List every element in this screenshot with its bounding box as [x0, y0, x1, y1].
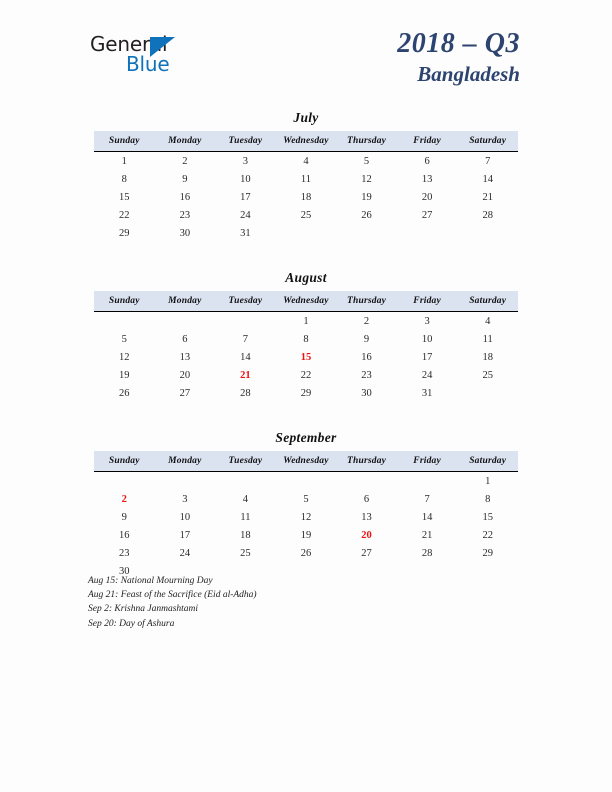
day-cell[interactable]: 23 — [179, 209, 191, 221]
day-cell[interactable]: 14 — [421, 511, 433, 523]
day-cell[interactable]: 26 — [300, 547, 312, 559]
day-cell-empty — [215, 312, 276, 331]
day-cell[interactable]: 10 — [179, 511, 191, 523]
day-cell-empty — [94, 312, 155, 331]
day-cell[interactable]: 16 — [119, 529, 130, 541]
day-cell[interactable]: 19 — [119, 369, 130, 381]
day-cell[interactable]: 20 — [179, 369, 191, 381]
weekday-header-tuesday: Tuesday — [215, 131, 276, 152]
week-row — [94, 508, 518, 526]
week-row — [94, 490, 518, 508]
week-row — [94, 526, 518, 544]
day-cell[interactable]: 14 — [240, 351, 251, 363]
day-cell-empty — [397, 472, 458, 491]
day-cell[interactable]: 16 — [179, 191, 191, 203]
day-cell-holiday[interactable]: 21 — [240, 369, 251, 381]
day-cell[interactable]: 17 — [240, 191, 251, 203]
day-cell-empty — [336, 224, 397, 242]
weekday-header-tuesday: Tuesday — [215, 291, 276, 312]
legend-item: Aug 21: Feast of the Sacrifice (Eid al-Adha) — [88, 590, 257, 601]
day-cell[interactable]: 10 — [421, 333, 433, 345]
weekday-header-sunday: Sunday — [94, 451, 155, 472]
legend-item: Sep 20: Day of Ashura — [88, 618, 175, 629]
day-cell[interactable]: 18 — [300, 191, 312, 203]
general-blue-logo — [90, 34, 169, 74]
day-cell-holiday[interactable]: 15 — [300, 351, 312, 363]
day-cell[interactable]: 2 — [363, 315, 370, 327]
day-cell[interactable]: 9 — [182, 173, 188, 185]
day-cell[interactable]: 9 — [363, 333, 370, 345]
day-cell[interactable]: 4 — [303, 155, 309, 167]
day-cell[interactable]: 13 — [179, 351, 191, 363]
weekday-header-row — [94, 291, 518, 312]
calendar-table — [94, 451, 518, 580]
logo-word-general: General — [90, 32, 168, 56]
week-row — [94, 330, 518, 348]
day-cell[interactable]: 18 — [240, 529, 251, 541]
month-title: September — [275, 430, 337, 445]
day-cell[interactable]: 31 — [421, 387, 433, 399]
day-cell-empty — [397, 224, 458, 242]
day-cell[interactable]: 17 — [421, 351, 433, 363]
day-cell[interactable]: 6 — [182, 333, 188, 345]
weekday-header-monday: Monday — [155, 451, 216, 472]
weekday-header-saturday: Saturday — [457, 131, 518, 152]
calendar-table — [94, 291, 518, 402]
day-cell[interactable]: 10 — [240, 173, 251, 185]
day-cell[interactable]: 9 — [121, 511, 127, 523]
title-country: Bangladesh — [417, 62, 520, 86]
weekday-header-monday: Monday — [155, 291, 216, 312]
week-row — [94, 152, 518, 171]
day-cell[interactable]: 24 — [421, 369, 433, 381]
day-cell-empty — [276, 224, 337, 242]
day-cell-empty — [155, 312, 216, 331]
day-cell[interactable]: 30 — [361, 387, 372, 399]
week-row — [94, 188, 518, 206]
day-cell[interactable]: 4 — [485, 315, 491, 327]
day-cell[interactable]: 8 — [303, 333, 309, 345]
weekday-header-friday: Friday — [397, 451, 458, 472]
weekday-header-friday: Friday — [397, 131, 458, 152]
day-cell[interactable]: 21 — [421, 529, 433, 541]
day-cell[interactable]: 29 — [482, 547, 493, 559]
day-cell[interactable]: 25 — [482, 369, 493, 381]
day-cell[interactable]: 6 — [363, 493, 370, 505]
day-cell[interactable]: 29 — [119, 227, 130, 239]
day-cell[interactable]: 12 — [300, 511, 312, 523]
day-cell[interactable]: 6 — [424, 155, 430, 167]
day-cell[interactable]: 4 — [242, 493, 249, 505]
calendar-months — [94, 110, 518, 608]
weekday-header-monday: Monday — [155, 131, 216, 152]
week-row — [94, 384, 518, 402]
day-cell[interactable]: 15 — [482, 511, 493, 523]
weekday-header-wednesday: Wednesday — [276, 131, 337, 152]
day-cell-holiday[interactable]: 2 — [121, 493, 127, 505]
weekday-header-row — [94, 451, 518, 472]
day-cell[interactable]: 27 — [421, 209, 433, 221]
day-cell[interactable]: 5 — [363, 155, 370, 167]
day-cell[interactable]: 27 — [361, 547, 372, 559]
day-cell-empty — [457, 384, 518, 402]
day-cell[interactable]: 11 — [240, 511, 251, 523]
day-cell[interactable]: 7 — [485, 155, 491, 167]
week-row — [94, 472, 518, 491]
legend-item: Sep 2: Krishna Janmashtami — [88, 604, 199, 615]
day-cell[interactable]: 22 — [119, 209, 130, 221]
day-cell[interactable]: 21 — [482, 191, 493, 203]
month-block-september — [94, 430, 518, 580]
week-row — [94, 366, 518, 384]
day-cell[interactable]: 30 — [179, 227, 191, 239]
day-cell[interactable]: 15 — [119, 191, 130, 203]
day-cell[interactable]: 23 — [119, 547, 130, 559]
day-cell-empty — [276, 472, 337, 491]
day-cell[interactable]: 24 — [240, 209, 251, 221]
day-cell[interactable]: 12 — [119, 351, 130, 363]
day-cell[interactable]: 11 — [300, 173, 312, 185]
day-cell-empty — [336, 472, 397, 491]
day-cell[interactable]: 25 — [240, 547, 251, 559]
day-cell[interactable]: 27 — [179, 387, 191, 399]
week-row — [94, 312, 518, 331]
day-cell[interactable]: 14 — [482, 173, 493, 185]
day-cell[interactable]: 18 — [482, 351, 493, 363]
day-cell[interactable]: 16 — [361, 351, 372, 363]
day-cell[interactable]: 3 — [182, 493, 188, 505]
week-row — [94, 544, 518, 562]
day-cell[interactable]: 17 — [179, 529, 191, 541]
week-row — [94, 170, 518, 188]
legend-item: Aug 15: National Mourning Day — [88, 576, 213, 586]
day-cell-empty — [94, 472, 155, 491]
day-cell[interactable]: 28 — [482, 209, 493, 221]
weekday-header-wednesday: Wednesday — [276, 291, 337, 312]
day-cell[interactable]: 19 — [361, 191, 372, 203]
day-cell[interactable]: 1 — [485, 475, 491, 487]
day-cell[interactable]: 28 — [421, 547, 433, 559]
month-title: July — [293, 110, 319, 125]
day-cell[interactable]: 7 — [424, 493, 430, 505]
weekday-header-thursday: Thursday — [336, 451, 397, 472]
weekday-header-wednesday: Wednesday — [276, 451, 337, 472]
day-cell[interactable]: 22 — [300, 369, 312, 381]
day-cell[interactable]: 22 — [482, 529, 493, 541]
calendar-table — [94, 131, 518, 242]
logo-word-blue: Blue — [126, 52, 170, 76]
weekday-header-sunday: Sunday — [94, 291, 155, 312]
day-cell[interactable]: 1 — [303, 315, 309, 327]
week-row — [94, 206, 518, 224]
weekday-header-thursday: Thursday — [336, 291, 397, 312]
month-title: August — [285, 270, 327, 285]
day-cell[interactable]: 12 — [361, 173, 372, 185]
day-cell-empty — [155, 472, 216, 491]
title-year-quarter: 2018 – Q3 — [397, 28, 520, 59]
day-cell[interactable]: 7 — [242, 333, 249, 345]
day-cell[interactable]: 24 — [179, 547, 191, 559]
day-cell[interactable]: 2 — [182, 155, 188, 167]
day-cell-empty — [457, 224, 518, 242]
month-block-july — [94, 110, 518, 242]
month-block-august — [94, 270, 518, 402]
weekday-header-saturday: Saturday — [457, 291, 518, 312]
day-cell[interactable]: 28 — [240, 387, 251, 399]
page-title — [397, 28, 520, 87]
day-cell[interactable]: 31 — [240, 227, 251, 239]
week-row — [94, 224, 518, 242]
day-cell[interactable]: 20 — [421, 191, 433, 203]
weekday-header-saturday: Saturday — [457, 451, 518, 472]
weekday-header-tuesday: Tuesday — [215, 451, 276, 472]
page-header — [0, 0, 612, 86]
day-cell[interactable]: 3 — [424, 315, 430, 327]
day-cell[interactable]: 5 — [121, 333, 127, 345]
day-cell[interactable]: 13 — [421, 173, 433, 185]
weekday-header-thursday: Thursday — [336, 131, 397, 152]
day-cell[interactable]: 8 — [485, 493, 491, 505]
holiday-legend — [88, 574, 508, 631]
day-cell[interactable]: 25 — [300, 209, 312, 221]
day-cell[interactable]: 11 — [482, 333, 493, 345]
day-cell[interactable]: 23 — [361, 369, 372, 381]
day-cell-holiday[interactable]: 20 — [361, 529, 372, 541]
day-cell[interactable]: 26 — [361, 209, 372, 221]
day-cell[interactable]: 3 — [242, 155, 249, 167]
day-cell[interactable]: 13 — [361, 511, 372, 523]
day-cell[interactable]: 29 — [300, 387, 312, 399]
weekday-header-friday: Friday — [397, 291, 458, 312]
weekday-header-sunday: Sunday — [94, 131, 155, 152]
week-row — [94, 348, 518, 366]
day-cell[interactable]: 1 — [121, 155, 127, 167]
triangle-icon — [150, 37, 175, 57]
day-cell[interactable]: 26 — [119, 387, 130, 399]
day-cell-empty — [215, 472, 276, 491]
day-cell[interactable]: 5 — [303, 493, 309, 505]
day-cell[interactable]: 19 — [300, 529, 312, 541]
day-cell[interactable]: 8 — [121, 173, 127, 185]
day-cell[interactable]: 30 — [119, 565, 130, 577]
weekday-header-row — [94, 131, 518, 152]
